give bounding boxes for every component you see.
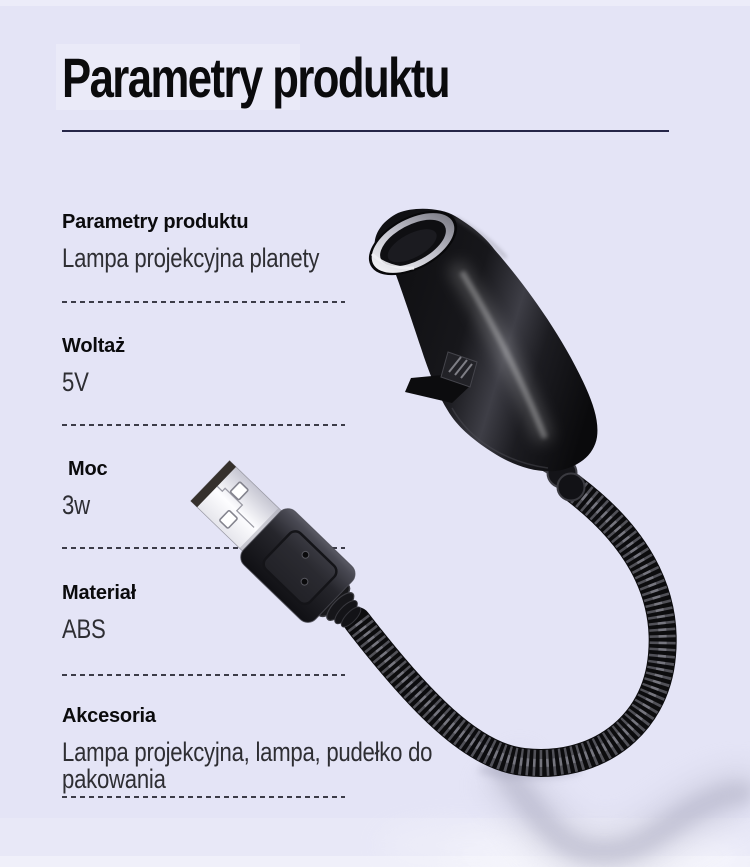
spec-row-product-name xyxy=(62,211,622,272)
spec-value-material: ABS xyxy=(62,614,106,644)
floor-highlight xyxy=(0,856,750,867)
spec-value-product-name: Lampa projekcyjna planety xyxy=(62,243,320,273)
spec-value-accessories: Lampa projekcyjna, lampa, pudełko do pakowania xyxy=(62,737,433,794)
spec-value-voltage: 5V xyxy=(62,367,89,397)
dashed-divider xyxy=(62,674,345,676)
spec-label-voltage: Woltaż xyxy=(62,335,125,357)
spec-label-material: Materiał xyxy=(62,582,136,604)
spec-label-power: Moc xyxy=(68,458,108,480)
spec-row-material xyxy=(62,582,622,643)
dashed-divider xyxy=(62,796,345,798)
dashed-divider xyxy=(62,547,345,549)
page-title: Parametry produktu xyxy=(62,46,449,109)
top-edge-highlight xyxy=(0,0,750,6)
spec-row-accessories xyxy=(62,705,622,793)
dashed-divider xyxy=(62,301,345,303)
spec-label-accessories: Akcesoria xyxy=(62,705,156,727)
spec-row-power xyxy=(62,458,622,519)
title-underline xyxy=(62,130,669,132)
spec-value-power: 3w xyxy=(62,490,90,520)
spec-row-voltage xyxy=(62,335,622,396)
dashed-divider xyxy=(62,424,345,426)
spec-label-product-name: Parametry produktu xyxy=(62,211,249,233)
